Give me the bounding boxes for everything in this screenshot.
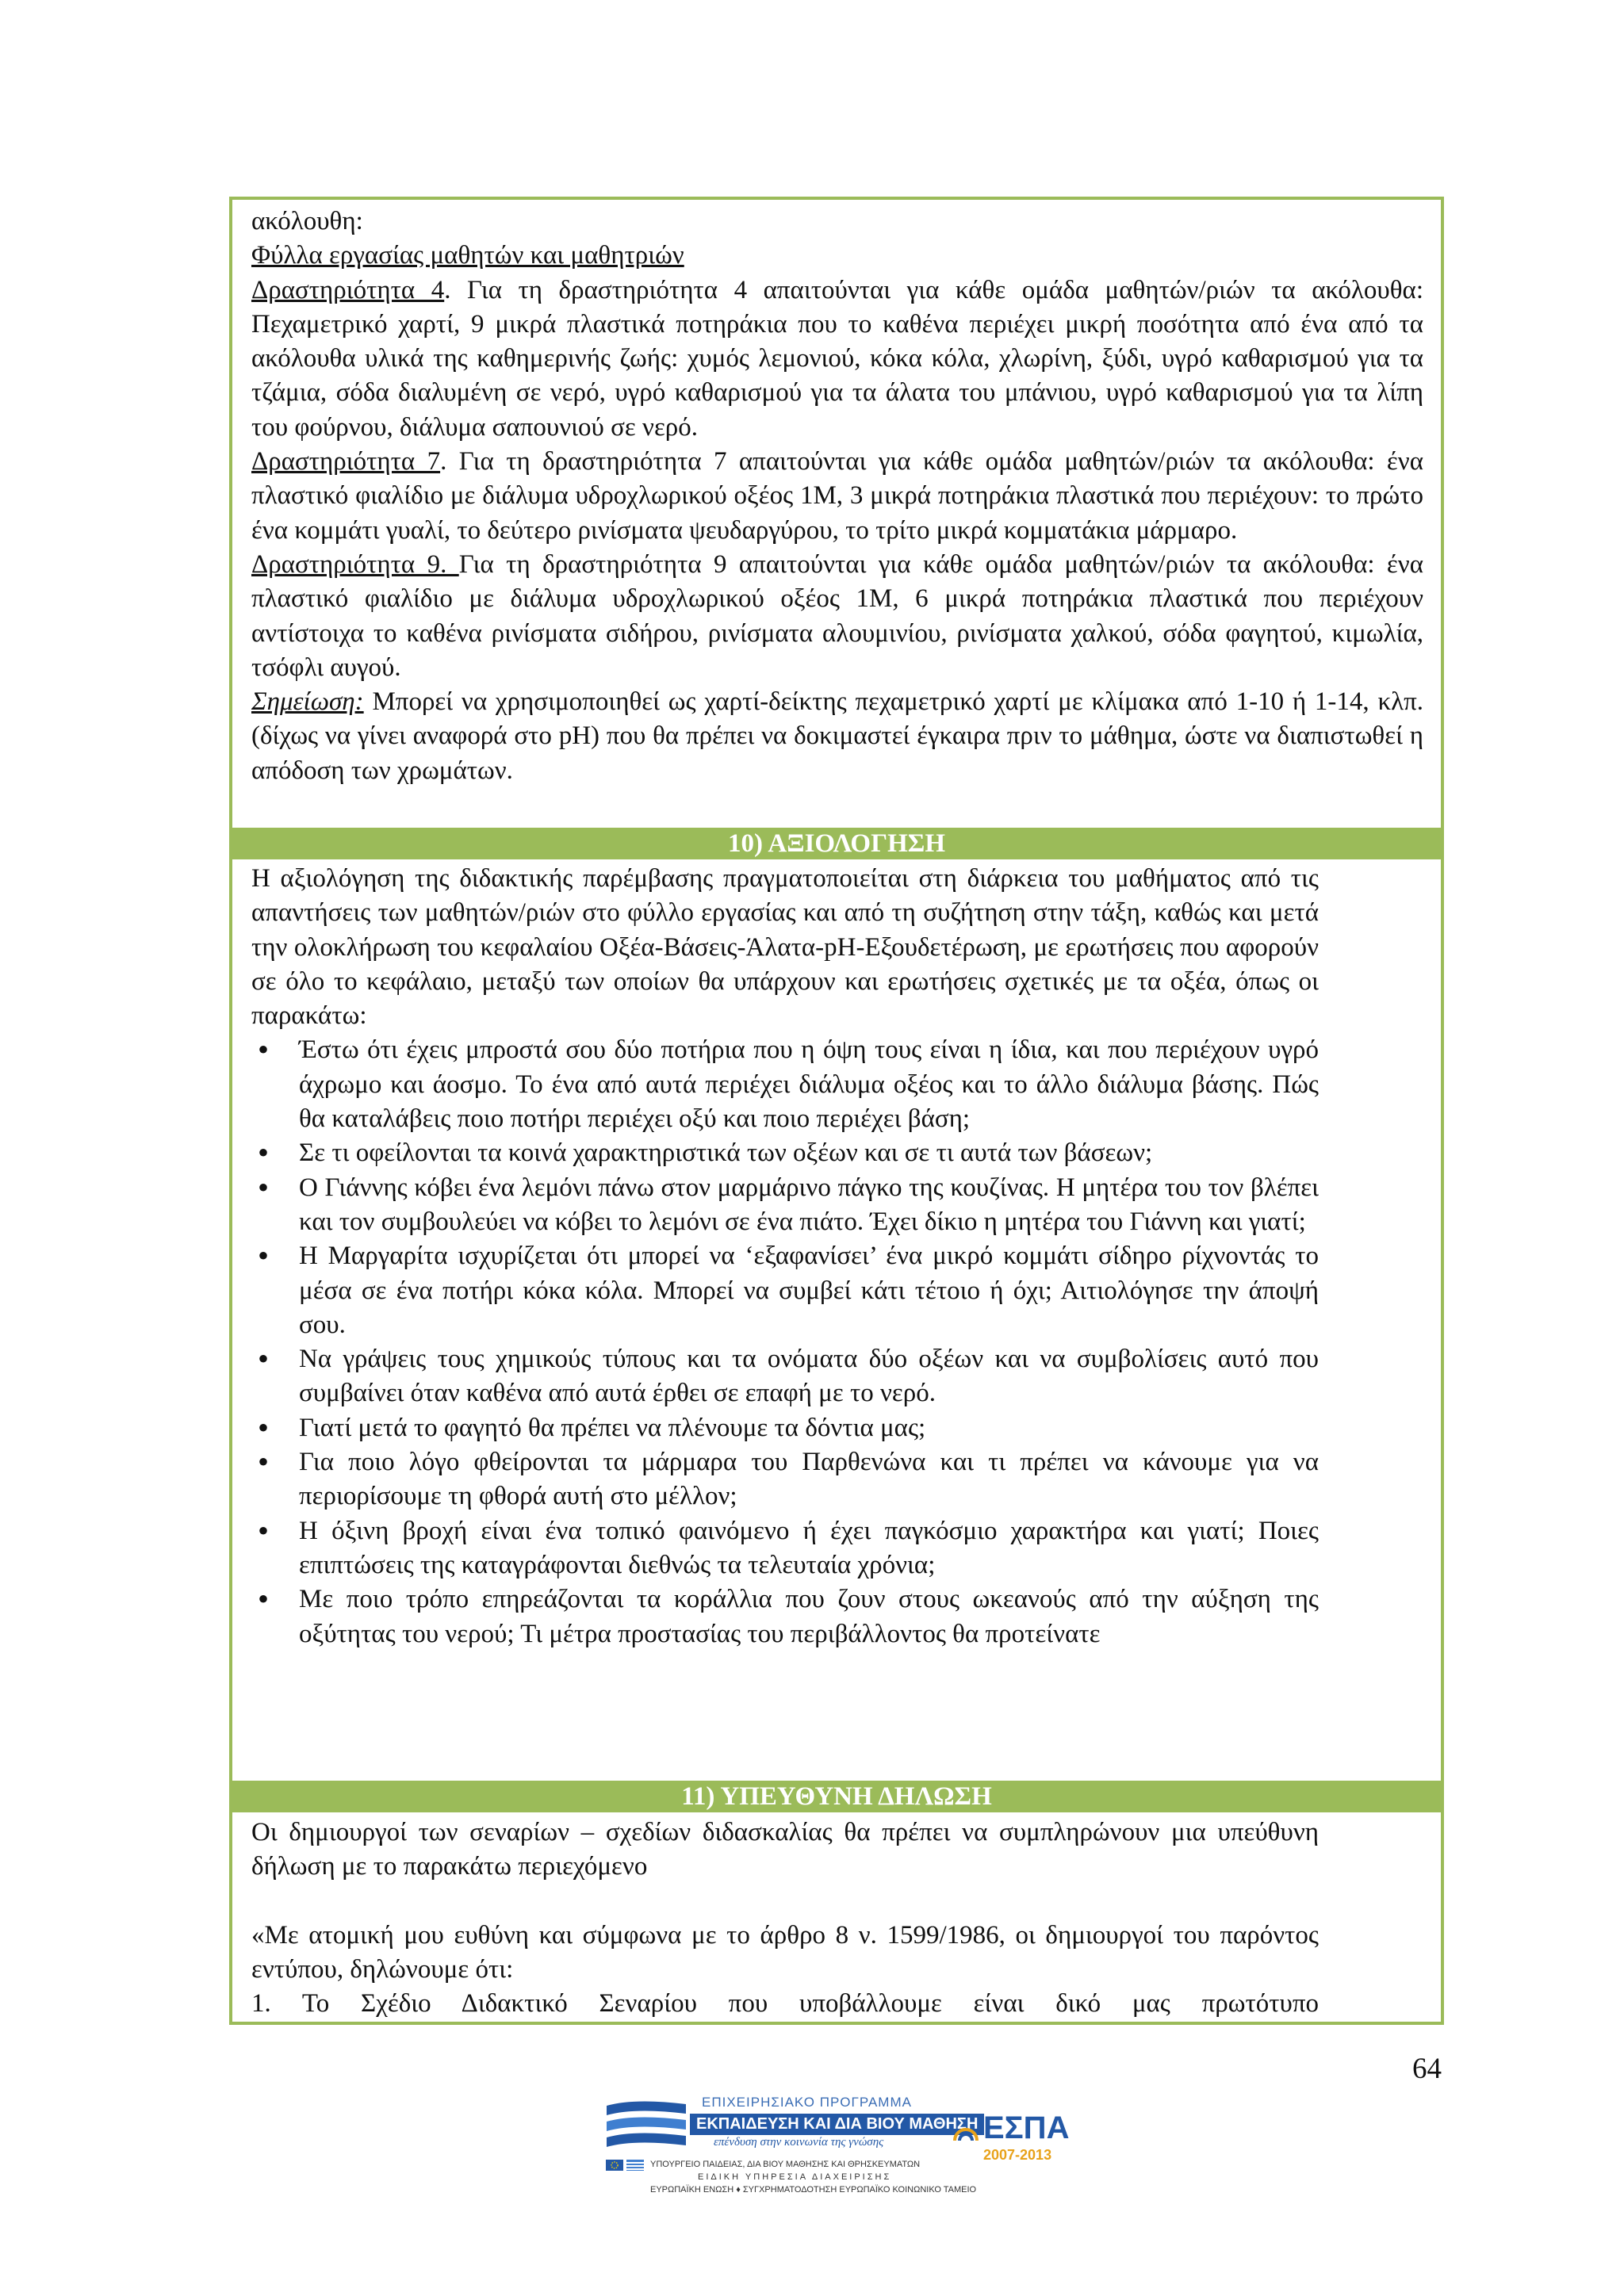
list-item: • Γιατί μετά το φαγητό θα πρέπει να πλένουμε τα δόντια μας; <box>251 1411 1319 1445</box>
note-label: Σημείωση: <box>251 687 364 717</box>
activity-7-label: Δραστηριότητα 7 <box>251 447 441 476</box>
logo-ministry: ΥΠΟΥΡΓΕΙΟ ΠΑΙΔΕΙΑΣ, ΔΙΑ ΒΙΟΥ ΜΑΘΗΣΗΣ ΚΑΙ ΘΡΗΣΚΕΥΜΑΤΩΝ <box>650 2160 921 2169</box>
note-text: Μπορεί να χρησιμοποιηθεί ως χαρτί-δείκτης πεχαμετρικό χαρτί με κλίμακα από 1-10 ή 1-14, κλπ. (δίχως να γίνει αναφορά στο pH) που θα πρέπει να δοκιμαστεί έγκαιρα πριν το μάθημα, ώστε να διαπιστωθεί η απόδοση των χρωμάτων. <box>251 687 1423 785</box>
espa-logo <box>952 2110 1078 2174</box>
list-item: • Σε τι οφείλονται τα κοινά χαρακτηριστικά των οξέων και σε τι αυτά των βάσεων; <box>251 1136 1319 1170</box>
activity-7-text: . Για τη δραστηριότητα 7 απαιτούνται για κάθε ομάδα μαθητών/ριών τα ακόλουθα: ένα πλαστικό φιαλίδιο με διάλυμα υδροχλωρικού οξέος 1M, 3 μικρά ποτηράκια πλαστικά που περιέχουν: το πρώτο ένα κομμάτι γυαλί, το δεύτερο ρινίσματα ψευδαργύρου, το τρίτο μικρά κομματάκια μάρμαρο. <box>251 447 1424 545</box>
epeaek-logo <box>603 2093 979 2196</box>
evaluation-questions <box>251 1033 1319 1651</box>
espa-title: ΕΣΠΑ <box>983 2110 1070 2145</box>
evaluation-intro: Η αξιολόγηση της διδακτικής παρέμβασης πραγματοποιείται στη διάρκεια του μαθήματος από τις απαντήσεις των μαθητών/ριών στο φύλλο εργασίας και από τη συζήτηση στην τάξη, καθώς και μετά την ολοκλήρωση του κεφαλαίου Οξέα-Βάσεις-Άλατα-pH-Εξουδετέρωση, με ερωτήσεις που αφορούν σε όλο το κεφάλαιο, μεταξύ των οποίων θα υπάρχουν και ερωτήσεις σχετικές με τα οξέα, όπως οι παρακάτω: <box>251 864 1319 1031</box>
activity-9-label: Δραστηριότητα 9. <box>251 549 459 579</box>
logo-eu-fund: ΕΥΡΩΠΑΪΚΗ ΕΝΩΣΗ ♦ ΣΥΓΧΡΗΜΑΤΟΔΟΤΗΣΗ ΕΥΡΩΠΑΪΚΟ ΚΟΙΝΩΝΙΚΟ ΤΑΜΕΙΟ <box>650 2185 977 2195</box>
activity-4-text: . Για τη δραστηριότητα 4 απαιτούνται για κάθε ομάδα μαθητών/ριών τα ακόλουθα: Πεχαμετρικό χαρτί, 9 μικρά πλαστικά ποτηράκια που το καθένα περιέχει μικρή ποσότητα από ένα από τα ακόλουθα υλικά της καθημερινής ζωής: χυμός λεμονιού, κόκα κόλα, χλωρίνη, ξύδι, υγρό καθαρισμού για τα τζάμια, σόδα διαλυμένη σε νερό, υγρό καθαρισμού για τα άλατα του μπάνιου, υγρό καθαρισμού για τα λίπη του φούρνου, διάλυμα σαπουνιού σε νερό. <box>251 275 1423 442</box>
note-paragraph <box>251 685 1423 788</box>
list-item: • Να γράψεις τους χημικούς τύπους και τα ονόματα δύο οξέων και να συμβολίσεις αυτό που συμβαίνει όταν καθένα από αυτά έρθει σε επαφή με το νερό. <box>251 1342 1319 1411</box>
activity-4-paragraph <box>251 274 1423 445</box>
logo-program-label: ΕΠΙΧΕΙΡΗΣΙΑΚΟ ΠΡΟΓΡΑΜΜΑ <box>702 2095 912 2110</box>
activity-9-text: Για τη δραστηριότητα 9 απαιτούνται για κάθε ομάδα μαθητών/ριών τα ακόλουθα: ένα πλαστικό φιαλίδιο με διάλυμα υδροχλωρικού οξέος 1M, 6 μικρά ποτηράκια πλαστικά που περιέχουν αντίστοιχα το καθένα ρινίσματα σιδήρου, ρινίσματα αλουμινίου, ρινίσματα χαλκού, σόδα φαγητού, κιμωλία, τσόφλι αυγού. <box>251 549 1423 682</box>
logo-program-slogan: επένδυση στην κοινωνία της γνώσης <box>714 2136 884 2149</box>
list-item: • Με ποιο τρόπο επηρεάζονται τα κοράλλια που ζουν στους ωκεανούς από την αύξηση της οξύτητας του νερού; Τι μέτρα προστασίας του περιβάλλοντος θα προτείνατε <box>251 1582 1319 1651</box>
activity-9-paragraph <box>251 548 1423 685</box>
declaration-item-1: 1. Το Σχέδιο Διδακτικό Σεναρίου που υποβάλλουμε είναι δικό μας πρωτότυπο <box>251 1989 1319 2019</box>
declaration-heading: 11) ΥΠΕΥΘΥΝΗ ΔΗΛΩΣΗ <box>232 1781 1441 1812</box>
list-item: • Για ποιο λόγο φθείρονται τα μάρμαρα του Παρθενώνα και τι πρέπει να κάνουμε για να περιορίσουμε τη φθορά αυτή στο μέλλον; <box>251 1445 1319 1514</box>
declaration-quote: «Με ατομική μου ευθύνη και σύμφωνα με το άρθρο 8 ν. 1599/1986, οι δημιουργοί του παρόντος εντύπου, δηλώνουμε ότι: <box>251 1920 1319 1984</box>
declaration-section <box>232 1816 1336 2021</box>
wave-emblem-icon <box>603 2098 690 2153</box>
eu-flag-icon <box>606 2160 623 2171</box>
page-number: 64 <box>1412 2053 1442 2085</box>
worksheets-heading: Φύλλα εργασίας μαθητών και μαθητριών <box>251 241 684 270</box>
activity-4-label: Δραστηριότητα 4 <box>251 275 445 304</box>
logo-service: ΕΙΔΙΚΗ ΥΠΗΡΕΣΙΑ ΔΙΑΧΕΙΡΙΣΗΣ <box>698 2172 892 2182</box>
list-item: • Ο Γιάννης κόβει ένα λεμόνι πάνω στον μαρμάρινο πάγκο της κουζίνας. Η μητέρα του τον βλέπει και τον συμβουλεύει να κόβει το λεμόνι σε ένα πιάτο. Έχει δίκιο η μητέρα του Γιάννη και γιατί; <box>251 1171 1319 1240</box>
evaluation-heading: 10) ΑΞΙΟΛΟΓΗΣΗ <box>232 828 1441 859</box>
footer-logos <box>603 2093 1078 2196</box>
intro-text: ακόλουθη: <box>251 207 363 235</box>
list-item: • Η όξινη βροχή είναι ένα τοπικό φαινόμενο ή έχει παγκόσμιο χαρακτήρα και γιατί; Ποιες επιπτώσεις της καταγράφονται διεθνώς τα τελευταία χρόνια; <box>251 1514 1319 1583</box>
evaluation-section <box>232 862 1336 1651</box>
activity-7-paragraph <box>251 445 1423 548</box>
espa-years: 2007-2013 <box>983 2147 1052 2163</box>
materials-section <box>232 205 1441 788</box>
declaration-intro: Οι δημιουργοί των σεναρίων – σχεδίων διδασκαλίας θα πρέπει να συμπληρώνουν μια υπεύθυνη δήλωση με το παρακάτω περιεχόμενο <box>251 1818 1319 1881</box>
list-item: • Η Μαργαρίτα ισχυρίζεται ότι μπορεί να ‘εξαφανίσει’ ένα μικρό κομμάτι σίδηρο ρίχνοντάς το μέσα σε ένα ποτήρι κόκα κόλα. Μπορεί να συμβεί κάτι τέτοιο ή όχι; Αιτιολόγησε την άποψή σου. <box>251 1239 1319 1342</box>
list-item: • Έστω ότι έχεις μπροστά σου δύο ποτήρια που η όψη τους είναι η ίδια, και που περιέχουν υγρό άχρωμο και άοσμο. Το ένα από αυτά περιέχει διάλυμα οξέος και το άλλο διάλυμα βάσης. Πώς θα καταλάβεις ποιο ποτήρι περιέχει οξύ και ποιο περιέχει βάση; <box>251 1033 1319 1136</box>
espa-sun-icon <box>952 2117 980 2145</box>
content-frame <box>229 197 1444 2025</box>
greek-flag-icon <box>626 2160 644 2171</box>
logo-program-title: ΕΚΠΑΙΔΕΥΣΗ ΚΑΙ ΔΙΑ ΒΙΟΥ ΜΑΘΗΣΗ <box>690 2114 984 2135</box>
